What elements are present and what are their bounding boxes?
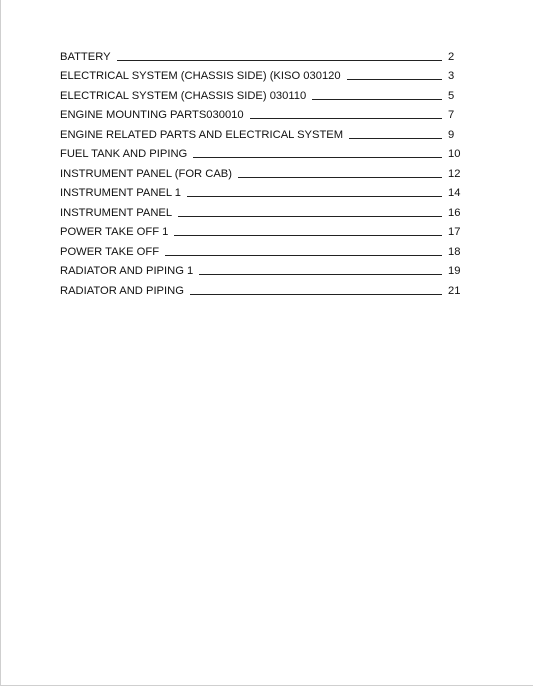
toc-leader-line — [199, 274, 442, 275]
toc-leader-line — [347, 79, 442, 80]
toc-entry-engine-mounting-parts[interactable] — [60, 103, 464, 123]
toc-leader-line — [250, 118, 442, 119]
toc-page-number: 7 — [448, 109, 455, 121]
toc-page-number: 2 — [448, 50, 455, 63]
toc-entry-electrical-system-kiso[interactable] — [60, 64, 464, 84]
toc-entry-title: FUEL TANK AND PIPING — [60, 148, 188, 160]
toc-leader-line — [190, 294, 442, 295]
toc-entry-radiator-and-piping[interactable] — [60, 278, 464, 298]
toc-entry-instrument-panel-1[interactable] — [60, 181, 464, 201]
toc-page-number: 9 — [448, 128, 455, 141]
toc-entry-power-take-off-1[interactable] — [60, 220, 464, 240]
toc-page-number: 14 — [448, 187, 461, 199]
toc-page-number: 19 — [448, 265, 461, 277]
toc-leader-line — [349, 138, 442, 139]
toc-entry-title: INSTRUMENT PANEL — [60, 206, 173, 219]
toc-page-number: 16 — [448, 206, 461, 219]
toc-page-number: 10 — [448, 148, 461, 160]
toc-entry-title: POWER TAKE OFF — [60, 245, 160, 258]
toc-entry-title: RADIATOR AND PIPING 1 — [60, 265, 194, 277]
toc-page-number: 18 — [448, 245, 461, 258]
toc-leader-line — [174, 235, 442, 236]
toc-leader-line — [193, 157, 442, 158]
toc-entry-title: BATTERY — [60, 50, 111, 63]
toc-entry-title: INSTRUMENT PANEL 1 — [60, 187, 182, 199]
toc-entry-instrument-panel[interactable] — [60, 200, 464, 220]
toc-entry-power-take-off[interactable] — [60, 239, 464, 259]
toc-page-number: 3 — [448, 70, 455, 82]
toc-entry-title: ELECTRICAL SYSTEM (CHASSIS SIDE) (KISO 030120 — [60, 70, 341, 82]
toc-entry-title: RADIATOR AND PIPING — [60, 284, 184, 297]
toc-entry-title: INSTRUMENT PANEL (FOR CAB) — [60, 167, 232, 180]
toc-entry-engine-related-parts[interactable] — [60, 122, 464, 142]
table-of-contents — [60, 44, 464, 298]
toc-leader-line — [187, 196, 442, 197]
toc-leader-line — [117, 60, 442, 61]
toc-leader-line — [165, 255, 442, 256]
toc-entry-instrument-panel-for-cab[interactable] — [60, 161, 464, 181]
toc-entry-title: ELECTRICAL SYSTEM (CHASSIS SIDE) 030110 — [60, 89, 307, 102]
toc-leader-line — [238, 177, 442, 178]
toc-entry-title: POWER TAKE OFF 1 — [60, 226, 169, 238]
toc-page-number: 12 — [448, 167, 461, 180]
toc-entry-radiator-and-piping-1[interactable] — [60, 259, 464, 279]
toc-leader-line — [178, 216, 442, 217]
toc-page-number: 17 — [448, 226, 461, 238]
toc-entry-electrical-system-030110[interactable] — [60, 83, 464, 103]
toc-leader-line — [312, 99, 442, 100]
toc-entry-title: ENGINE RELATED PARTS AND ELECTRICAL SYSTEM — [60, 128, 344, 141]
toc-page-number: 5 — [448, 89, 455, 102]
toc-page-number: 21 — [448, 284, 461, 297]
toc-entry-battery[interactable] — [60, 44, 464, 64]
toc-entry-title: ENGINE MOUNTING PARTS030010 — [60, 109, 244, 121]
toc-entry-fuel-tank-and-piping[interactable] — [60, 142, 464, 162]
